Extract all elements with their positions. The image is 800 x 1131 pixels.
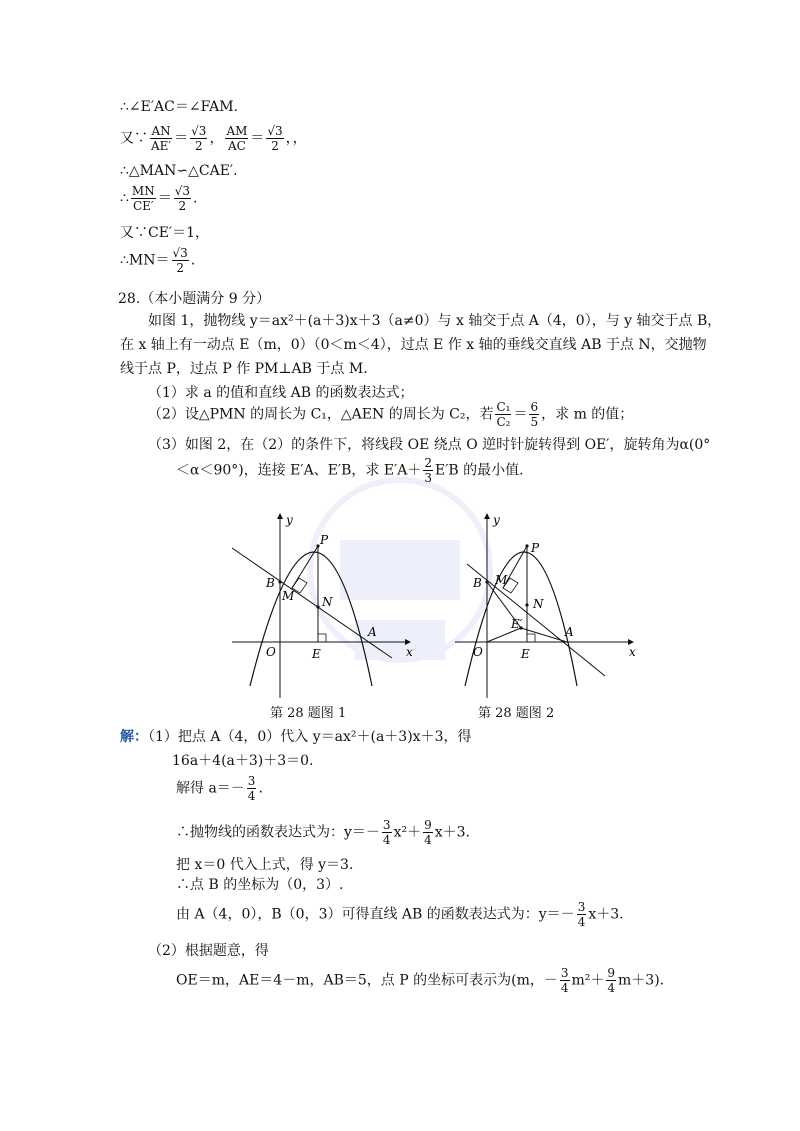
solution-label: 解： bbox=[120, 729, 148, 745]
question-sub-3a: （3）如图 2，在（2）的条件下，将线段 OE 绕点 O 逆时针旋转得到 OE′，旋转角为α(0° bbox=[148, 437, 711, 453]
frac-num: 3 bbox=[560, 966, 569, 980]
solution-1-a-value bbox=[176, 774, 263, 803]
frac-num: 3 bbox=[247, 774, 256, 788]
solution-1-b-coord: ∴点 B 的坐标为（0，3）. bbox=[176, 877, 344, 893]
frac-num: √3 bbox=[191, 124, 207, 138]
question-sub-1: （1）求 a 的值和直线 AB 的函数表达式； bbox=[148, 385, 414, 401]
line-ratio-equal bbox=[120, 124, 307, 153]
frac-den: 4 bbox=[247, 789, 256, 803]
frac-mn-ce bbox=[131, 184, 156, 213]
text: E′B 的最小值. bbox=[434, 462, 524, 479]
text: m＋3). bbox=[618, 972, 665, 989]
text: x＋3. bbox=[588, 906, 624, 923]
text: （1）把点 A（4，0）代入 y＝ax²＋(a＋3)x＋3，得 bbox=[148, 729, 472, 745]
frac-3-4 bbox=[560, 966, 570, 995]
line-e-prime-a bbox=[521, 628, 567, 642]
frac-3-4 bbox=[577, 900, 587, 929]
frac-den: 2 bbox=[194, 139, 203, 153]
parabola bbox=[250, 552, 372, 686]
frac-num: 3 bbox=[382, 818, 391, 832]
frac-num: √3 bbox=[172, 246, 188, 260]
text: x²＋ bbox=[393, 824, 422, 841]
label-b: B bbox=[473, 576, 482, 590]
solution-2-intro: （2）根据题意，得 bbox=[148, 943, 269, 959]
frac-num: MN bbox=[131, 184, 155, 198]
line-angle-equal: ∴∠E′AC＝∠FAM. bbox=[120, 99, 238, 115]
solution-1-parabola bbox=[176, 818, 470, 847]
frac-2-3 bbox=[423, 456, 433, 485]
frac-an-ae bbox=[150, 124, 172, 153]
frac-num: AM bbox=[226, 124, 248, 138]
label-y: y bbox=[286, 513, 293, 527]
label-m: M bbox=[282, 589, 295, 603]
label-o: O bbox=[266, 645, 276, 659]
frac-den: 5 bbox=[530, 415, 539, 429]
text: ＜α＜90°)，连接 E′A、E′B，求 E′A＋ bbox=[176, 462, 422, 479]
frac-9-4 bbox=[423, 818, 433, 847]
solution-1-line-ab bbox=[176, 900, 624, 929]
figure-1 bbox=[232, 508, 422, 698]
ratio-prefix: 又∵ bbox=[120, 130, 148, 147]
label-n: N bbox=[322, 595, 333, 609]
frac-am-ac bbox=[225, 124, 248, 153]
question-para-1: 如图 1，抛物线 y＝ax²＋(a＋3)x＋3（a≠0）与 x 轴交于点 A（4，0），与 y 轴交于点 B， bbox=[148, 313, 722, 329]
line-ce-1: 又∵CE′＝1， bbox=[120, 225, 210, 241]
frac-num: 2 bbox=[424, 456, 432, 470]
label-y: y bbox=[493, 513, 500, 527]
frac-num: C₁ bbox=[496, 400, 511, 414]
frac-num: 9 bbox=[424, 818, 432, 832]
frac-num: √3 bbox=[267, 124, 283, 138]
frac-sqrt3-2 bbox=[174, 184, 191, 213]
solution-1-equation: 16a＋4(a＋3)＋3＝0. bbox=[172, 753, 314, 769]
tail: ，， bbox=[285, 130, 307, 147]
question-para-3: 线于点 P，过点 P 作 PM⊥AB 于点 M. bbox=[120, 361, 368, 377]
frac-den: CE′ bbox=[132, 199, 154, 213]
frac-den: 3 bbox=[424, 471, 432, 485]
right-angle-e bbox=[318, 634, 326, 642]
frac-c1-c2 bbox=[495, 400, 511, 429]
line-mn-ratio bbox=[120, 184, 197, 213]
frac-den: 4 bbox=[607, 981, 616, 995]
label-a: A bbox=[368, 625, 377, 639]
label-a: A bbox=[565, 625, 574, 639]
label-o: O bbox=[473, 645, 483, 659]
text: 解得 a＝－ bbox=[176, 780, 245, 797]
text: （2）设△PMN 的周长为 C₁，△AEN 的周长为 C₂，若 bbox=[148, 406, 494, 423]
text: OE＝m，AE＝4－m，AB＝5，点 P 的坐标可表示为(m，－ bbox=[176, 972, 558, 989]
label-p: P bbox=[531, 541, 540, 555]
figure-2-caption: 第 28 题图 2 bbox=[478, 706, 555, 721]
figure-1-caption: 第 28 题图 1 bbox=[270, 706, 347, 721]
label-e-prime: E′ bbox=[511, 617, 523, 631]
frac-den: 4 bbox=[577, 915, 586, 929]
figure-2 bbox=[455, 508, 645, 698]
question-sub-2 bbox=[148, 400, 633, 429]
solution-1-x0: 把 x＝0 代入上式，得 y＝3. bbox=[176, 857, 354, 873]
comma: ， bbox=[209, 130, 224, 147]
frac-3-4 bbox=[382, 818, 392, 847]
frac-6-5 bbox=[529, 400, 539, 429]
right-angle-e bbox=[527, 634, 535, 642]
line-similar: ∴△MAN∽△CAE′. bbox=[120, 163, 238, 179]
eq-sign: ＝ bbox=[513, 406, 528, 423]
frac-num: 6 bbox=[530, 400, 539, 414]
solution-1-intro bbox=[120, 728, 471, 746]
eq-sign: ＝ bbox=[157, 190, 172, 207]
label-b: B bbox=[266, 576, 275, 590]
text: x＋3. bbox=[434, 824, 470, 841]
frac-sqrt3-2 bbox=[190, 124, 207, 153]
line-mn-value bbox=[120, 246, 195, 275]
prefix: ∴ bbox=[120, 190, 129, 207]
text: m²＋ bbox=[571, 972, 605, 989]
frac-num: √3 bbox=[174, 184, 190, 198]
label-x: x bbox=[406, 645, 413, 659]
frac-den: 4 bbox=[424, 833, 432, 847]
tail: . bbox=[193, 190, 198, 207]
frac-num: AN bbox=[151, 124, 171, 138]
frac-num: 9 bbox=[607, 966, 616, 980]
frac-den: 4 bbox=[560, 981, 569, 995]
label-x: x bbox=[629, 645, 636, 659]
frac-den: AE′ bbox=[151, 139, 172, 153]
frac-den: C₂ bbox=[496, 415, 511, 429]
frac-den: 2 bbox=[178, 199, 187, 213]
frac-9-4 bbox=[606, 966, 616, 995]
question-header: 28.（本小题满分 9 分） bbox=[118, 291, 271, 307]
frac-sqrt3-2 bbox=[266, 124, 283, 153]
question-sub-3b bbox=[176, 456, 524, 485]
frac-den: 2 bbox=[176, 261, 184, 275]
eq-sign: ＝ bbox=[250, 130, 265, 147]
label-p: P bbox=[320, 533, 329, 547]
frac-sqrt3-2 bbox=[172, 246, 189, 275]
frac-3-4 bbox=[247, 774, 257, 803]
text: 由 A（4，0），B（0，3）可得直线 AB 的函数表达式为：y＝－ bbox=[176, 906, 575, 923]
frac-den: 2 bbox=[271, 139, 279, 153]
text: . bbox=[258, 780, 263, 797]
label-m: M bbox=[495, 573, 508, 587]
text: ，求 m 的值； bbox=[541, 406, 634, 423]
label-e: E bbox=[312, 647, 321, 661]
question-para-2: 在 x 轴上有一动点 E（m，0）（0＜m＜4），过点 E 作 x 轴的垂线交直线 AB 于点 N，交抛物 bbox=[120, 337, 707, 353]
tail: . bbox=[190, 252, 196, 269]
frac-num: 3 bbox=[577, 900, 586, 914]
eq-sign: ＝ bbox=[174, 130, 189, 147]
text: ∴抛物线的函数表达式为：y＝－ bbox=[176, 824, 380, 841]
label-e: E bbox=[521, 647, 530, 661]
label-n: N bbox=[533, 597, 544, 611]
solution-2-values bbox=[176, 966, 664, 995]
prefix: ∴MN＝ bbox=[120, 252, 170, 269]
frac-den: AC bbox=[227, 139, 246, 153]
frac-den: 4 bbox=[382, 833, 391, 847]
